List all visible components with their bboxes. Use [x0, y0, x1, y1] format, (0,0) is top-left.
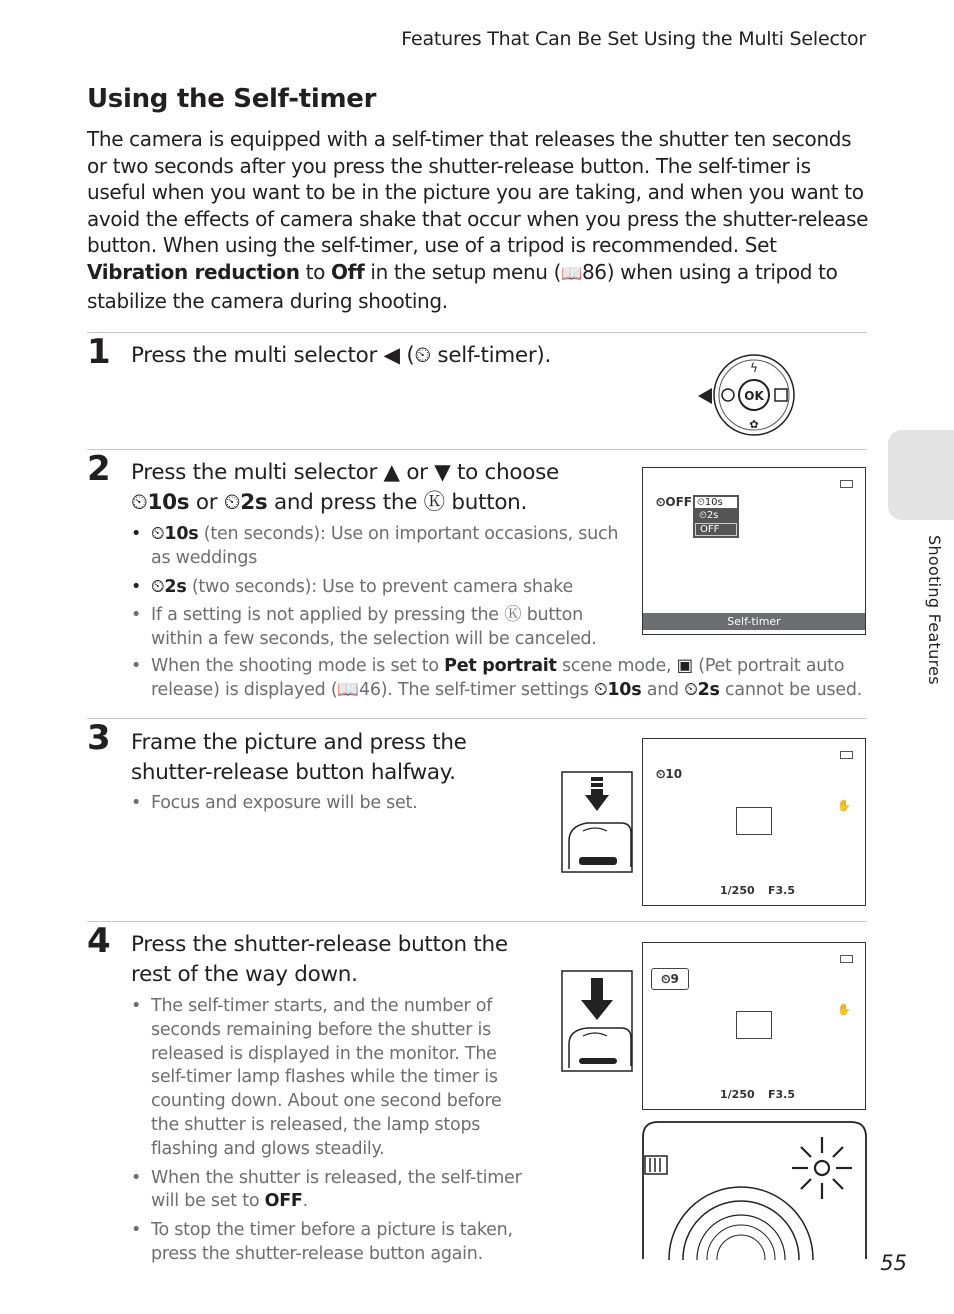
shutter-speed: 1/250	[720, 884, 755, 897]
list-item: • Focus and exposure will be set.	[131, 792, 531, 816]
chapter-tab	[888, 430, 954, 520]
self-timer-icon: ⏲	[661, 972, 671, 986]
battery-icon	[840, 751, 853, 759]
svg-text:OK: OK	[744, 389, 764, 403]
camera-monitor-countdown	[642, 942, 866, 1110]
list-item: • ⏲2s (two seconds): Use to prevent camera shake	[131, 576, 621, 600]
divider	[87, 718, 867, 719]
list-item: • When the shooting mode is set to Pet portrait scene mode, ▣ (Pet portrait auto release) is displayed (📖46). The self-timer settings ⏲10s and ⏲2s cannot be used.	[131, 655, 871, 703]
self-timer-icon: ⏲	[656, 767, 666, 781]
list-item: • When the shutter is released, the self-timer will be set to OFF.	[131, 1167, 531, 1215]
divider	[87, 449, 867, 450]
book-ref-icon: 📖	[337, 679, 359, 700]
divider	[87, 921, 867, 922]
self-timer-icon: ⏲	[151, 524, 165, 544]
list-item: • The self-timer starts, and the number of seconds remaining before the shutter is released is displayed in the monitor. The self-timer lamp flashes while the timer is counting down. About one second before the shutter is released, the lamp stops flashing and glows steadily.	[131, 995, 531, 1162]
battery-icon	[840, 480, 853, 488]
step-4-title: Press the shutter-release button the rest of the way down.	[131, 932, 508, 987]
book-ref-icon: 📖	[561, 263, 582, 284]
ok-button-icon: Ⓚ	[504, 605, 522, 626]
step-2-title: Press the multi selector ▲ or ▼ to choose ⏲10s or ⏲2s and press the Ⓚ button.	[131, 460, 559, 515]
page-number: 55	[880, 1251, 907, 1275]
step-3-bullets	[131, 792, 531, 821]
vibration-reduction-icon: ✋	[837, 799, 851, 812]
screen-label-bar: Self-timer	[643, 613, 865, 630]
aperture: F3.5	[768, 1088, 796, 1101]
left-arrow-icon	[698, 388, 712, 404]
down-arrow-icon: ▼	[434, 460, 451, 485]
macro-icon: ✿	[749, 418, 759, 431]
section-title: Using the Self-timer	[87, 84, 377, 114]
timer-indicator: ⏲10	[656, 767, 683, 781]
self-timer-icon: ⏲	[151, 576, 165, 597]
self-timer-icon: ⏲	[593, 679, 608, 700]
list-item: • ⏲10s (ten seconds): Use on important occasions, such as weddings	[131, 523, 621, 571]
self-timer-icon: ⏲	[131, 490, 148, 515]
focus-area	[736, 807, 772, 835]
camera-monitor-half-press	[642, 738, 866, 906]
aperture: F3.5	[768, 884, 796, 897]
step-1-title: Press the multi selector ◀ (⏲ self-timer).	[131, 343, 552, 368]
step-3-title: Frame the picture and press the shutter-release button halfway.	[131, 730, 467, 785]
step-number: 3	[87, 718, 111, 758]
strap-eyelet	[645, 1156, 667, 1174]
battery-icon	[840, 955, 853, 963]
step-4-bullets	[131, 995, 531, 1272]
step-2-bullets	[131, 523, 621, 657]
focus-area	[736, 1011, 772, 1039]
timer-off-indicator: ⏲OFF	[656, 495, 692, 509]
step-number: 1	[87, 332, 111, 372]
divider	[87, 332, 867, 333]
left-arrow-icon: ◀	[383, 343, 400, 368]
step-number: 4	[87, 921, 111, 961]
list-item: • To stop the timer before a picture is taken, press the shutter-release button again.	[131, 1219, 531, 1267]
self-timer-icon: ⏲	[656, 495, 666, 509]
running-header: Features That Can Be Set Using the Multi Selector	[401, 28, 866, 50]
menu-option-off: OFF	[695, 523, 737, 536]
camera-front-timer-lamp-illustration	[642, 1121, 867, 1260]
shutter-full-press-illustration	[561, 970, 633, 1072]
menu-option-2s: ⏲2s	[699, 510, 719, 521]
pet-portrait-icon: ▣	[676, 656, 693, 676]
intro-paragraph: The camera is equipped with a self-timer that releases the shutter ten seconds or two seconds after you press the shutter-release button. The self-timer is useful when you want to be in the picture you are taking, and when you want to avoid the effects of camera shake that occur when you press the shutter-release button. When using the self-timer, use of a tripod is recommended. Set Vibration reduction to Off in the setup menu (📖86) when using a tripod to stabilize the camera during shooting.	[87, 127, 869, 313]
camera-monitor-self-timer-menu	[642, 467, 866, 635]
self-timer-icon: ⏲	[684, 679, 698, 700]
multi-selector-diagram	[692, 352, 802, 438]
chapter-label: Shooting Features	[925, 535, 944, 685]
shutter-half-press-illustration	[561, 771, 633, 873]
shutter-speed: 1/250	[720, 1088, 755, 1101]
ok-button-icon: Ⓚ	[423, 490, 445, 515]
up-arrow-icon: ▲	[383, 460, 400, 485]
menu-option-10s: ⏲10s	[695, 497, 737, 508]
list-item: • If a setting is not applied by pressing the Ⓚ button within a few seconds, the selection will be canceled.	[131, 604, 621, 652]
self-timer-menu	[693, 495, 739, 538]
flash-icon: ϟ	[750, 361, 758, 375]
self-timer-icon: ⏲	[223, 490, 241, 515]
vibration-reduction-icon: ✋	[837, 1003, 851, 1016]
self-timer-icon: ⏲	[414, 343, 431, 368]
step-2-note-bullets	[131, 655, 871, 708]
step-number: 2	[87, 449, 111, 489]
countdown-indicator: ⏲9	[651, 968, 689, 990]
